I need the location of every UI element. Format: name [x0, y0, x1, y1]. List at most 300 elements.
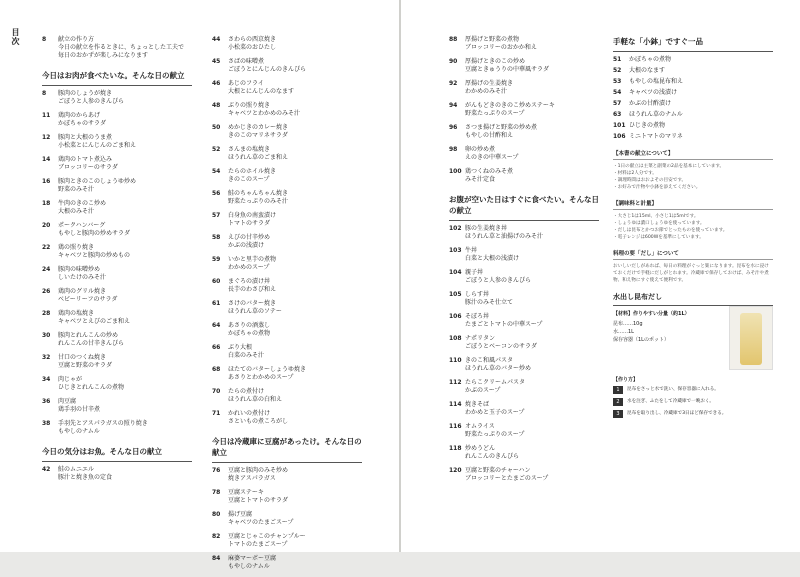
menu-entry[interactable]: [449, 146, 599, 162]
entry-line: 揚げ豆腐: [228, 511, 253, 518]
page-number: 56: [212, 190, 221, 197]
page-number: 50: [212, 124, 221, 131]
text-line: ・しょうゆは濃口しょうゆを使っています。: [613, 221, 705, 226]
menu-entry[interactable]: [212, 300, 362, 316]
page-number: 54: [212, 168, 221, 175]
entry-line: たらこクリームパスタ: [465, 379, 526, 386]
entry-line: キャベツと豚肉の炒めもの: [58, 252, 131, 259]
page-number: 102: [449, 225, 462, 232]
side-dish-title: 手軽な「小鉢」ですぐ一品: [613, 36, 773, 52]
page-number: 104: [449, 269, 462, 276]
entry-text: [465, 335, 537, 351]
menu-entry[interactable]: [212, 102, 362, 118]
page-number: 51: [613, 56, 622, 63]
entry-line: 野菜たっぷりのスープ: [465, 110, 525, 117]
entry-line: 豆腐と豚肉のみそ炒め: [228, 467, 289, 474]
entry-line: 鶏手羽の甘辛煮: [58, 406, 101, 413]
menu-entry[interactable]: [42, 200, 192, 216]
entry-line: ポークハンバーグ: [58, 222, 106, 229]
entry-text: [465, 80, 513, 96]
page-number: 16: [42, 178, 51, 185]
entry-line: キャベツとわかめのみそ汁: [228, 110, 301, 117]
side-dish-label: ほうれん草のナムル: [629, 111, 683, 118]
entry-text: [465, 313, 542, 329]
entry-line: たらのホイル焼き: [228, 168, 277, 175]
menu-entry[interactable]: [212, 36, 362, 52]
entry-line: しいたけのみそ汁: [58, 274, 107, 281]
page-number: 12: [42, 134, 51, 141]
entry-line: 豆腐と野菜のチャーハン: [465, 467, 531, 474]
entry-line: ほうれん草の白和え: [228, 396, 283, 403]
entry-line: 豚肉とれんこんの炒め: [58, 332, 119, 339]
menu-entry[interactable]: [449, 36, 599, 52]
menu-entry[interactable]: [42, 244, 192, 260]
recipe-step: [613, 410, 773, 418]
menu-entry[interactable]: [449, 401, 599, 417]
menu-entry[interactable]: [42, 354, 192, 370]
entry-line: 白身魚の南蛮漬け: [228, 212, 277, 219]
note-head: 【本書の献立について】: [613, 149, 773, 160]
entry-line: れんこんの甘辛きんぴら: [58, 340, 125, 347]
menu-entry[interactable]: [449, 445, 599, 461]
entry-text: [465, 467, 548, 483]
page-number: 90: [449, 58, 458, 65]
page-number: 44: [212, 36, 221, 43]
page-number: 64: [212, 322, 221, 329]
entry-line: キャベツとえびのごま和え: [58, 318, 131, 325]
entry-line: ほうれん草のバター炒め: [465, 365, 532, 372]
entry-line: 小松菜とにんじんのごま和え: [58, 142, 137, 149]
entry-text: [58, 288, 117, 304]
menu-entry[interactable]: [449, 247, 599, 263]
page-number: 116: [449, 423, 462, 430]
entry-text: [228, 511, 293, 527]
entry-text: [465, 247, 519, 263]
step-number: 3: [613, 410, 623, 418]
entry-line: 今日の献立を作るときに、ちょっとした工夫で: [58, 44, 185, 51]
entry-line: かれいの煮付け: [228, 410, 271, 417]
entry-line: きのこのマリネサラダ: [228, 132, 288, 139]
entry-line: さわらの西京焼き: [228, 36, 277, 43]
entry-text: [228, 58, 306, 74]
text-line: ・お好みで汁物や小鉢を添えてください。: [613, 185, 701, 190]
entry-text: [58, 266, 106, 282]
menu-entry[interactable]: [449, 379, 599, 395]
side-dish-entry[interactable]: [613, 89, 773, 97]
entry-line: 鶏肉のからあげ: [58, 112, 101, 119]
entry-line: 豆腐ときゅうりの中華風サラダ: [465, 66, 549, 73]
entry-line: ナポリタン: [465, 335, 496, 342]
page-number: 76: [212, 467, 221, 474]
entry-line: しらす丼: [465, 291, 490, 298]
entry-text: [228, 146, 288, 162]
menu-entry[interactable]: [42, 156, 192, 172]
entry-line: そぼろ丼: [465, 313, 490, 320]
page-number: 110: [449, 357, 462, 364]
menu-entry[interactable]: [449, 291, 599, 307]
entry-line: まぐろの漬け丼: [228, 278, 271, 285]
page-number: 63: [613, 111, 622, 118]
menu-entry[interactable]: [42, 266, 192, 282]
menu-entry[interactable]: [212, 190, 362, 206]
menu-entry[interactable]: [212, 467, 362, 483]
entry-line: 豚汁と焼き魚の定食: [58, 474, 113, 481]
page-number: 26: [42, 288, 51, 295]
entry-line: ひじきとれんこんの煮物: [58, 384, 125, 391]
menu-entry[interactable]: [212, 410, 362, 426]
entry-line: きのこのスープ: [228, 176, 270, 183]
side-dish-entry[interactable]: [613, 133, 773, 141]
recipe-step: [613, 398, 773, 406]
page-number: 36: [42, 398, 51, 405]
entry-line: ベビーリーフのサラダ: [58, 296, 118, 303]
page-number: 28: [42, 310, 51, 317]
side-dish-label: かぼちゃの煮物: [629, 56, 672, 63]
menu-entry[interactable]: [212, 256, 362, 272]
entry-line: 長芋のわさび和え: [228, 286, 277, 293]
page-number: 45: [212, 58, 221, 65]
page-number: 80: [212, 511, 221, 518]
right-column-2: [613, 36, 773, 422]
menu-entry[interactable]: [449, 269, 599, 285]
entry-line: 厚揚げの生姜焼き: [465, 80, 514, 87]
entry-line: 豆腐とじゃこのチャンプルー: [228, 533, 306, 540]
entry-text: [465, 291, 513, 307]
menu-entry[interactable]: [42, 466, 192, 482]
entry-line: 焼きアスパラガス: [228, 475, 276, 482]
entry-line: もやしのナムル: [58, 428, 100, 435]
menu-entry[interactable]: [212, 234, 362, 250]
menu-entry[interactable]: [449, 102, 599, 118]
entry-text: [58, 134, 136, 150]
page-number: 57: [613, 100, 622, 107]
entry-line: ぶりの照り焼き: [228, 102, 271, 109]
page-number: 61: [212, 300, 221, 307]
entry-text: [58, 90, 124, 106]
entry-line: 鶏肉のトマト煮込み: [58, 156, 113, 163]
entry-line: 肉豆腐: [58, 398, 77, 405]
menu-entry[interactable]: [449, 313, 599, 329]
page-number: 30: [42, 332, 51, 339]
menu-entry[interactable]: [449, 357, 599, 373]
entry-line: 親子丼: [465, 269, 484, 276]
left-column-1: [42, 36, 192, 488]
entry-text: [228, 190, 288, 206]
menu-entry[interactable]: [212, 212, 362, 228]
page-number: 84: [212, 555, 221, 562]
entry-line: もやしと豚肉の炒めサラダ: [58, 230, 130, 237]
entry-text: [58, 420, 148, 436]
menu-entry[interactable]: [212, 533, 362, 549]
entry-line: 鶏つくねのみそ煮: [465, 168, 514, 175]
entry-text: [58, 244, 130, 260]
text-line: ・材料は2人分です。: [613, 171, 657, 176]
menu-entry[interactable]: [42, 288, 192, 304]
menu-entry[interactable]: [212, 124, 362, 140]
entry-text: [58, 376, 124, 392]
section-title: 今日の気分はお魚。そんな日の献立: [42, 446, 192, 462]
page-number: 101: [613, 122, 626, 129]
entry-line: 鮭のムニエル: [58, 466, 95, 473]
side-dish-label: かぶの甘酢漬け: [629, 100, 672, 107]
menu-entry[interactable]: [449, 124, 599, 140]
text-line: ・大さじ1は15ml、小さじ1は5mlです。: [613, 214, 699, 219]
entry-text: [228, 168, 276, 184]
menu-entry[interactable]: [42, 112, 192, 128]
menu-entry[interactable]: [42, 134, 192, 150]
side-dish-entry[interactable]: [613, 67, 773, 75]
menu-entry[interactable]: [42, 36, 192, 60]
step-number: 1: [613, 386, 623, 394]
menu-entry[interactable]: [212, 322, 362, 338]
materials-head: 【材料】作りやすい分量（約1L）: [613, 311, 690, 317]
entry-text: [465, 423, 524, 439]
entry-text: [465, 146, 518, 162]
page-number: 105: [449, 291, 462, 298]
bottle-image: [740, 313, 762, 365]
note-head: 【調味料と計量】: [613, 199, 773, 210]
entry-line: えのきの中華スープ: [465, 154, 519, 161]
side-dish-entry[interactable]: [613, 122, 773, 130]
entry-text: [228, 489, 288, 505]
page-number: 20: [42, 222, 51, 229]
page-number: 54: [613, 89, 622, 96]
page-number: 96: [449, 124, 458, 131]
menu-entry[interactable]: [42, 332, 192, 348]
entry-text: [58, 332, 124, 348]
entry-line: 甘口のつくね焼き: [58, 354, 107, 361]
entry-line: 白菜のみそ汁: [228, 352, 265, 359]
side-dish-entry[interactable]: [613, 111, 773, 119]
entry-line: ぶり大根: [228, 344, 253, 351]
menu-entry[interactable]: [212, 344, 362, 360]
menu-entry[interactable]: [212, 168, 362, 184]
menu-entry[interactable]: [42, 222, 192, 238]
menu-entry[interactable]: [42, 90, 192, 106]
entry-line: ほうれん草と油揚げのみそ汁: [465, 233, 544, 240]
entry-text: [58, 200, 106, 216]
entry-line: いかと里芋の煮物: [228, 256, 277, 263]
entry-line: 豚汁のみそ仕立て: [465, 299, 514, 306]
dashi-note-body: おいしいだしがあれば、毎日の料理がぐっと楽になります。昆布を水に浸けておくだけで手軽にだしがとれます。冷蔵庫で保存しておけば、みそ汁や煮物、和え物にすぐ使えて便利です。: [613, 264, 769, 283]
entry-text: [465, 357, 531, 373]
entry-line: ほうれん草のごま和え: [228, 154, 289, 161]
recipe-step: [613, 386, 773, 394]
entry-text: [58, 156, 118, 172]
entry-line: オムライス: [465, 423, 495, 430]
dashi-note-head: 料理の要「だし」について: [613, 249, 773, 260]
page-number: 88: [449, 36, 458, 43]
entry-line: あさりの酒蒸し: [228, 322, 271, 329]
entry-line: 大根のみそ汁: [58, 208, 95, 215]
entry-line: さといもの煮ころがし: [228, 418, 289, 425]
entry-line: もやしのナムル: [228, 563, 270, 570]
side-dish-label: ひじきの煮物: [629, 122, 666, 129]
menu-entry[interactable]: [42, 310, 192, 326]
entry-text: [228, 36, 276, 52]
menu-entry[interactable]: [212, 58, 362, 74]
page-number: 82: [212, 533, 221, 540]
menu-entry[interactable]: [449, 467, 599, 483]
entry-line: れんこんのきんぴら: [465, 453, 520, 460]
entry-text: [465, 269, 531, 285]
entry-line: たまごとトマトの中華スープ: [465, 321, 543, 328]
page-number: 38: [42, 420, 51, 427]
entry-line: 豚肉ときのこのしょうゆ炒め: [58, 178, 137, 185]
menu-entry[interactable]: [212, 388, 362, 404]
entry-text: [228, 80, 294, 96]
page-number: 112: [449, 379, 462, 386]
entry-line: 白菜と大根の浅漬け: [465, 255, 520, 262]
page-number: 71: [212, 410, 221, 417]
menu-entry[interactable]: [212, 489, 362, 505]
material-item: 昆布……10g: [613, 321, 643, 327]
page-number: 106: [449, 313, 462, 320]
entry-line: わかめのスープ: [228, 264, 270, 271]
entry-line: 麻婆マーボー豆腐: [228, 555, 277, 562]
entry-text: [228, 322, 270, 338]
entry-line: がんもどきのきのこ炒めステーキ: [465, 102, 555, 109]
entry-text: [228, 102, 300, 118]
steps-head: 【作り方】: [613, 377, 639, 383]
menu-entry[interactable]: [212, 278, 362, 294]
menu-entry[interactable]: [42, 376, 192, 392]
entry-line: 豚肉の味噌炒め: [58, 266, 101, 273]
entry-text: [228, 467, 288, 483]
side-dish-entry[interactable]: [613, 56, 773, 64]
entry-text: [228, 388, 282, 404]
menu-entry[interactable]: [212, 146, 362, 162]
note-body: [613, 163, 773, 191]
page-number: 34: [42, 376, 51, 383]
entry-line: ごぼうとベーコンのサラダ: [465, 343, 537, 350]
material-item: 水……1L: [613, 329, 634, 335]
entry-text: [58, 310, 130, 326]
page-number: 46: [212, 80, 221, 87]
entry-line: ブロッコリーのおかか和え: [465, 44, 537, 51]
menu-entry[interactable]: [449, 335, 599, 351]
menu-entry[interactable]: [42, 420, 192, 436]
entry-line: 豆腐とトマトのサラダ: [228, 497, 288, 504]
section-title: 今日はお肉が食べたいな。そんな日の献立: [42, 70, 192, 86]
dashi-bottle-photo: [729, 306, 773, 370]
page-number: 22: [42, 244, 51, 251]
menu-entry[interactable]: [212, 511, 362, 527]
page-number: 59: [212, 256, 221, 263]
entry-line: 野菜たっぷりのスープ: [465, 431, 525, 438]
entry-line: 大根とにんじんのなます: [228, 88, 295, 95]
side-dish-label: ミニトマトのマリネ: [629, 133, 683, 140]
side-dish-list: [613, 56, 773, 141]
materials-list: [613, 320, 721, 344]
page-number: 66: [212, 344, 221, 351]
entry-text: [465, 225, 543, 241]
side-dish-entry[interactable]: [613, 100, 773, 108]
entry-text: [228, 278, 276, 294]
entry-text: [58, 222, 130, 238]
page-number: 11: [42, 112, 51, 119]
entry-line: 小松菜のおひたし: [228, 44, 277, 51]
page-number: 42: [42, 466, 51, 473]
entry-text: [465, 58, 549, 74]
contents-header: 目次: [11, 28, 20, 46]
entry-line: 牛丼: [465, 247, 478, 254]
page-number: 14: [42, 156, 51, 163]
entry-line: 牛肉のきのこ炒め: [58, 200, 107, 207]
page-number: 100: [449, 168, 462, 175]
menu-entry[interactable]: [449, 80, 599, 96]
recipe-title: 水出し昆布だし: [613, 292, 773, 306]
entry-text: [228, 234, 270, 250]
entry-line: あじのフライ: [228, 80, 264, 87]
entry-line: もやしの甘酢和え: [465, 132, 514, 139]
page-number: 58: [212, 234, 221, 241]
entry-line: かぶの浅漬け: [228, 242, 265, 249]
right-page: [401, 0, 800, 552]
menu-entry[interactable]: [212, 555, 362, 571]
page-number: 18: [42, 200, 51, 207]
right-column-1: [449, 36, 599, 489]
entry-line: みそ汁定食: [465, 176, 496, 183]
step-text: 水を注ぎ、ふたをして冷蔵庫で一晩おく。: [627, 399, 715, 404]
entry-text: [228, 124, 288, 140]
entry-line: ブロッコリーのサラダ: [58, 164, 118, 171]
entry-text: [465, 401, 524, 417]
entry-line: わかめのみそ汁: [465, 88, 508, 95]
entry-text: [228, 366, 306, 382]
menu-entry[interactable]: [212, 366, 362, 382]
step-text: 昆布をさっと水で洗い、保存容器に入れる。: [627, 387, 719, 392]
menu-entry[interactable]: [449, 168, 599, 184]
menu-entry[interactable]: [212, 80, 362, 96]
entry-line: 鶏肉のグリル焼き: [58, 288, 107, 295]
menu-entry[interactable]: [449, 58, 599, 74]
page-number: 103: [449, 247, 462, 254]
menu-entry[interactable]: [42, 398, 192, 414]
menu-entry[interactable]: [449, 225, 599, 241]
page-number: 48: [212, 102, 221, 109]
entry-line: さんまの塩焼き: [228, 146, 271, 153]
side-dish-entry[interactable]: [613, 78, 773, 86]
menu-entry[interactable]: [42, 178, 192, 194]
step-text: 昆布を取り出し、冷蔵庫で3日ほど保存できる。: [627, 411, 727, 416]
entry-line: 豚肉のしょうが焼き: [58, 90, 113, 97]
page-number: 92: [449, 80, 458, 87]
left-column-2: [212, 36, 362, 577]
menu-entry[interactable]: [449, 423, 599, 439]
entry-text: [58, 112, 106, 128]
entry-text: [228, 533, 306, 549]
page-number: 106: [613, 133, 626, 140]
entry-line: 野菜のみそ汁: [58, 186, 95, 193]
entry-line: 毎日のおかずが楽しみになります: [58, 52, 149, 59]
entry-line: ごぼうと人参のきんぴら: [58, 98, 125, 105]
entry-text: [58, 398, 100, 414]
entry-line: 炒めうどん: [465, 445, 496, 452]
entry-text: [228, 555, 276, 571]
entry-line: トマトのたまごスープ: [228, 541, 288, 548]
page-number: 8: [42, 36, 47, 43]
entry-line: 献立の作り方: [58, 36, 95, 43]
side-dish-label: 大根のなます: [629, 67, 666, 74]
page-number: 60: [212, 278, 221, 285]
entry-line: きのこ和風パスタ: [465, 357, 514, 364]
page-number: 118: [449, 445, 462, 452]
entry-line: 卵の炒め煮: [465, 146, 496, 153]
text-line: ・調理時間はおおよその目安です。: [613, 178, 687, 183]
entry-line: 焼きそば: [465, 401, 490, 408]
page-number: 70: [212, 388, 221, 395]
